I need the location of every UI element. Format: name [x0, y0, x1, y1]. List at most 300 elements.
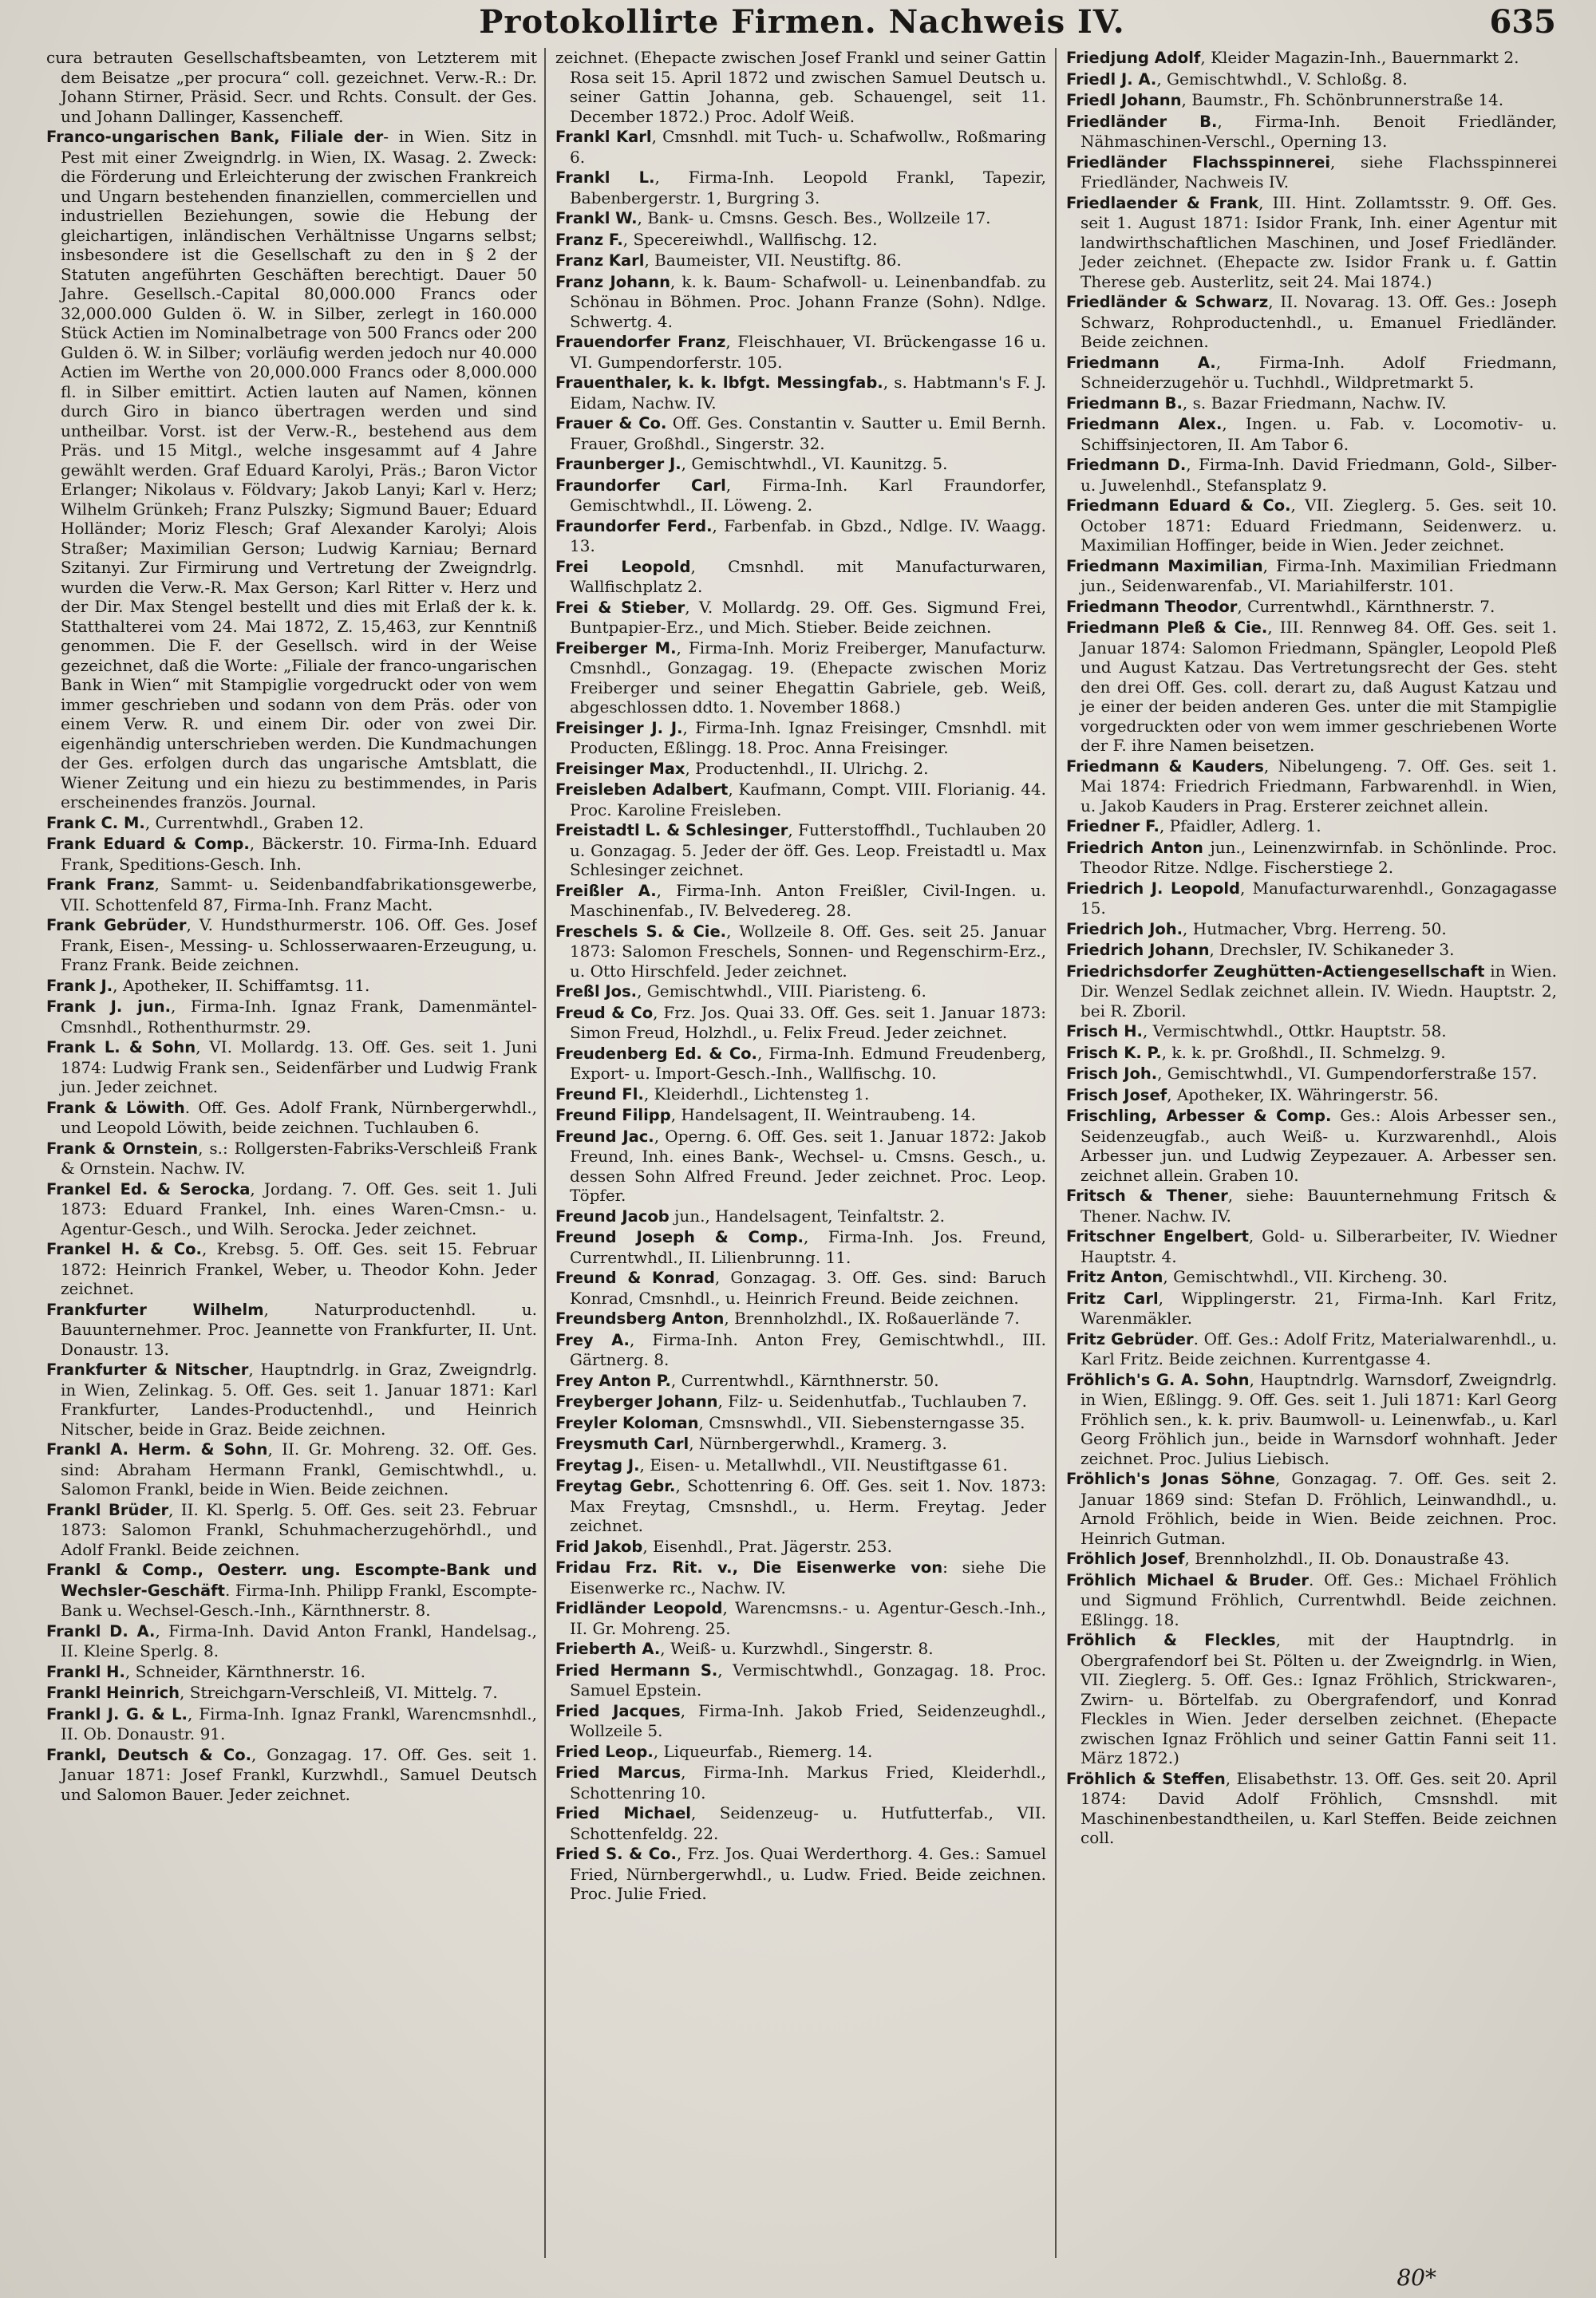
firm-entry	[555, 1127, 1046, 1206]
firm-details: , Firma-Inh. Anton Frey, Gemischtwhdl., III. Gärtnerg. 8.	[570, 1329, 1046, 1369]
firm-name: Frankl J. G. & L.	[46, 1704, 188, 1724]
signature-mark: 80*	[1396, 2264, 1436, 2291]
firm-details: , s. Bazar Friedmann, Nachw. IV.	[1182, 393, 1447, 413]
firm-entry	[46, 976, 537, 997]
column-1	[46, 48, 537, 2250]
firm-entry	[555, 1455, 1046, 1476]
firm-name: Fried Marcus	[555, 1763, 681, 1782]
firm-entry	[46, 813, 537, 834]
firm-entry	[555, 759, 1046, 780]
firm-name: Friedmann A.	[1066, 353, 1216, 372]
firm-details: , Ingen. u. Fab. v. Locomotiv- u. Schiffsinjectoren, II. Am Tabor 6.	[1080, 414, 1557, 454]
firm-name: Fritz Gebrüder	[1066, 1329, 1194, 1348]
firm-entry	[555, 922, 1046, 981]
firm-name: Freißler A.	[555, 881, 657, 900]
firm-entry	[1066, 48, 1557, 69]
firm-entry	[555, 1330, 1046, 1370]
firm-entry	[555, 413, 1046, 453]
firm-details: , Kleider Magazin-Inh., Bauernmarkt 2.	[1200, 48, 1519, 67]
firm-entry	[555, 1003, 1046, 1043]
firm-entry	[555, 1413, 1046, 1434]
firm-name: Frankel Ed. & Serocka	[46, 1179, 251, 1198]
firm-entry	[555, 981, 1046, 1002]
firm-entry	[46, 1360, 537, 1439]
firm-details: , Firma-Inh. Moriz Freiberger, Manufacturw. Cmsnhdl., Gonzagag. 19. (Ehepacte zwischen Moriz Freiberger und seiner Ehegattin Gabriele, geb. Weiß, abgeschlossen ddto. 1. November 1868.)	[570, 638, 1046, 717]
firm-name: Freytag J.	[555, 1455, 640, 1475]
firm-details: , Seidenzeug- u. Hutfutterfab., VII. Schottenfeldg. 22.	[570, 1803, 1046, 1843]
firm-name: Frankl H.	[46, 1662, 125, 1681]
firm-name: Friedländer Flachsspinnerei	[1066, 152, 1331, 172]
firm-details: , Frz. Jos. Quai 33. Off. Ges. seit 1. Januar 1873: Simon Freud, Holzhdl., u. Felix Freud. Jeder zeichnet.	[570, 1002, 1046, 1042]
firm-name: Frischling, Arbesser & Comp.	[1066, 1107, 1332, 1125]
firm-entry	[555, 208, 1046, 229]
firm-name: Friedrich Joh.	[1066, 919, 1183, 938]
firm-name: Fritz Carl	[1066, 1289, 1159, 1308]
firm-entry	[1066, 1226, 1557, 1266]
firm-details: , Nibelungeng. 7. Off. Ges. seit 1. Mai 1874: Friedrich Friedmann, Farbwarenhdl. in Wien, u. Jakob Kauders in Prag. Ersterer zeichnet allein.	[1080, 756, 1557, 815]
firm-name: Freund Fl.	[555, 1084, 644, 1104]
firm-entry	[555, 1763, 1046, 1802]
firm-entry	[46, 1560, 537, 1621]
firm-details: , Firma-Inh. Ignaz Frankl, Warencmsnhdl., II. Ob. Donaustr. 91.	[61, 1704, 537, 1743]
firm-details: , Firma-Inh. Markus Fried, Kleiderhdl., Schottenring 10.	[570, 1763, 1046, 1802]
firm-details: , Firma-Inh. Anton Freißler, Civil-Ingen. u. Maschinenfab., IV. Belvedereg. 28.	[570, 880, 1046, 920]
firm-entry	[1066, 1469, 1557, 1548]
firm-details: , Hauptndrlg. in Graz, Zweigndrlg. in Wien, Zelinkag. 5. Off. Ges. seit 1. Januar 1871: Karl Frankfurter, Landes-Productenhdl., und Heinrich Nitscher, beide in Graz. Beide zeichnen.	[61, 1360, 537, 1439]
firm-details: - in Wien. Sitz in Pest mit einer Zweigndrlg. in Wien, IX. Wasag. 2. Zweck: die Förderung und Erleichterung der zwischen Frankreich und Ungarn bestehenden finanziellen, commerciellen und industriellen Beziehungen, sowie die Hebung der gleichartigen, inländischen Verhältnisse Ungarns selbst; insbesondere ist die Gesellschaft zu den in § 2 der Statuten angeführten Geschäften berechtigt. Dauer 50 Jahre. Gesellsch.-Capital 80,000.000 Francs oder 32,000.000 Gulden ö. W. in Silber, zerlegt in 160.000 Stück Actien im Nominalbetrage von 500 Francs oder 200 Gulden ö. W. in Silber; vorläufig werden jedoch nur 40.000 Actien im Werthe von 20,000.000 Francs oder 8,000.000 fl. in Silber emittirt. Actien lauten auf Namen, können durch Giro in bianco übertragen werden und sind untheilbar. Vorst. ist der Verw.-R., bestehend aus dem Präs. und 15 Mitgl., welche insgesammt auf 4 Jahre gewählt werden. Graf Eduard Karolyi, Präs.; Baron Victor Erlanger; Nikolaus v. Földvary; Jakob Lanyi; Karl v. Herz; Wilhelm Grünkeh; Franz Pulszky; Sigmund Bauer; Eduard Holländer; Moriz Flesch; Graf Alexander Karolyi; Alois Straßer; Maximilian Gerson; Ludwig Karniau; Bernard Szitanyi. Zur Firmirung und Vertretung der Zweigndrlg. wurden die Verw.-R. Max Gerson; Karl Ritter v. Herz und der Dir. Max Stengel bestellt und dies mit Erlaß der k. k. Statthalterei vom 24. Mai 1872, Z. 15,463, zur Kenntniß genommen. Die F. der Gesellsch. wird in der Weise gezeichnet, daß die Worte: „Filiale der franco-ungarischen Bank in Wien“ mit Stampiglie vorgedruckt oder von wem immer geschrieben und sodann von dem Präs. oder von einem Verw. R. und einem Dir. oder von zwei Dir. eigenhändig unterschrieben werden. Die Kundmachungen der Ges. erfolgen durch das ungarische Amtsblatt, die Wiener Zeitung und ein hiezu zu bestimmendes, in Paris erscheinendes französ. Journal.	[61, 127, 537, 811]
firm-name: Friedländer & Schwarz	[1066, 293, 1269, 311]
firm-details: , Elisabethstr. 13. Off. Ges. seit 20. April 1874: David Adolf Fröhlich, Cmsnshdl. mit Maschinenbestandtheilen, u. Karl Steffen. Beide zeichnen coll.	[1080, 1768, 1557, 1847]
firm-name: Friedmann Pleß & Cie.	[1066, 618, 1268, 637]
firm-name: Frankl, Deutsch & Co.	[46, 1745, 252, 1764]
firm-entry	[555, 881, 1046, 921]
firm-name: Fröhlich Josef	[1066, 1550, 1185, 1568]
firm-name: Freund Joseph & Comp.	[555, 1228, 804, 1246]
firm-name: Friedrich Anton	[1066, 838, 1203, 857]
firm-details: , Bank- u. Cmsns. Gesch. Bes., Wollzeile 17.	[637, 208, 991, 227]
firm-name: Franz Johann	[555, 272, 670, 291]
firm-entry	[1066, 90, 1557, 111]
firm-details: , II. Novarag. 13. Off. Ges.: Joseph Schwarz, Rohproductenhdl., u. Emanuel Friedländer. Beide zeichnen.	[1080, 292, 1557, 351]
firm-details: , Drechsler, IV. Schikaneder 3.	[1209, 940, 1455, 959]
firm-entry	[1066, 556, 1557, 596]
firm-name: Freund Jacob	[555, 1206, 670, 1226]
firm-name: Fröhlich & Fleckles	[1066, 1631, 1276, 1649]
firm-name: Frankl Heinrich	[46, 1684, 180, 1702]
firm-entry	[555, 1639, 1046, 1660]
firm-entry	[555, 516, 1046, 556]
firm-name: Freudenberg Ed. & Co.	[555, 1044, 757, 1063]
firm-name: Friedjung Adolf	[1066, 49, 1201, 67]
firm-entry	[555, 454, 1046, 475]
firm-entry	[555, 1558, 1046, 1597]
firm-details: , Schneider, Kärnthnerstr. 16.	[124, 1661, 365, 1681]
firm-details: , Cmsnswhdl., VII. Siebensterngasse 35.	[698, 1412, 1025, 1432]
firm-details: , Fleischhauer, VI. Brückengasse 16 u. VI. Gumpendorferstr. 105.	[570, 332, 1046, 372]
firm-name: Fried Hermann S.	[555, 1660, 718, 1680]
firm-entry	[46, 1037, 537, 1097]
firm-entry	[1066, 961, 1557, 1021]
firm-entry	[555, 1227, 1046, 1267]
firm-details: , Gonzagag. 3. Off. Ges. sind: Baruch Konrad, Cmsnhdl., u. Heinrich Freund. Beide zeichnen.	[570, 1268, 1046, 1308]
firm-details: Off. Ges. Constantin v. Sautter u. Emil Bernh. Frauer, Großhdl., Singerstr. 32.	[570, 413, 1046, 453]
firm-details: , Firma-Inh. Benoit Friedländer, Nähmaschinen-Verschl., Operning 13.	[1080, 111, 1557, 151]
firm-details: , Eisen- u. Metallwhdl., VII. Neustiftgasse 61.	[639, 1455, 1008, 1475]
firm-details: , Jordang. 7. Off. Ges. seit 1. Juli 1873: Eduard Frankel, Inh. eines Waren-Cmsn.- u. Agentur-Gesch., und Wilh. Serocka. Jeder zeichnet.	[61, 1179, 537, 1238]
firm-name: Friedmann Alex.	[1066, 415, 1223, 433]
firm-name: Fraundorfer Ferd.	[555, 516, 713, 535]
firm-name: Friedl J. A.	[1066, 69, 1157, 89]
firm-details: in Wien. Dir. Wenzel Sedlak zeichnet allein. IV. Wiedn. Hauptstr. 2, bei R. Zboril.	[1080, 961, 1557, 1021]
firm-name: Fridländer Leopold	[555, 1599, 723, 1617]
firm-details: , III. Hint. Zollamtsstr. 9. Off. Ges. seit 1. August 1871: Isidor Frank, Inh. einer Agentur mit landwirthschaftlichen Maschinen, und Josef Friedländer. Jeder zeichnet. (Ehepacte zw. Isidor Frank u. f. Gattin Therese geb. Austerlitz, seit 24. Mai 1874.)	[1080, 192, 1557, 291]
firm-details: , Gold- u. Silberarbeiter, IV. Wiedner Hauptstr. 4.	[1080, 1226, 1557, 1266]
firm-entry	[555, 48, 1046, 126]
firm-entry	[46, 1704, 537, 1744]
firm-name: Friedländer B.	[1066, 112, 1218, 131]
firm-entry	[1066, 756, 1557, 816]
firm-details: , Pfaidler, Adlerg. 1.	[1159, 816, 1321, 835]
firm-name: Fritsch & Thener	[1066, 1187, 1228, 1205]
firm-entry	[1066, 816, 1557, 837]
firm-name: Frank Eduard & Comp.	[46, 835, 250, 853]
firm-details: , Filz- u. Seidenhutfab., Tuchlauben 7.	[717, 1392, 1028, 1411]
firm-entry	[46, 1179, 537, 1239]
firm-entry	[1066, 1064, 1557, 1084]
firm-name: Friedmann B.	[1066, 393, 1183, 413]
firm-name: Fröhlich Michael & Bruder	[1066, 1570, 1309, 1589]
firm-entry	[1066, 292, 1557, 352]
firm-entry	[555, 332, 1046, 372]
firm-details: , Hauptndrlg. Warnsdorf, Zweigndrlg. in Wien, Eßlingg. 9. Off. Ges. seit 1. Juli 1871: Karl Georg Fröhlich sen., k. k. priv. Baumwoll- u. Leinenwfab., u. Karl Georg Fröhlich jun., beide in Warnsdorf wohnhaft. Jeder zeichnet. Proc. Julius Liebisch.	[1080, 1369, 1557, 1468]
page-title: Protokollirte Firmen. Nachweis IV.	[479, 3, 1125, 41]
firm-details: , Futterstoffhdl., Tuchlauben 20 u. Gonzagag. 5. Jeder der öff. Ges. Leop. Freistadtl u. Max Schlesinger zeichnet.	[570, 820, 1046, 879]
firm-details: jun., Handelsagent, Teinfaltstr. 2.	[669, 1206, 946, 1226]
firm-details: . Off. Ges.: Adolf Fritz, Materialwarenhdl., u. Karl Fritz. Beide zeichnen. Kurrentgasse 4.	[1080, 1329, 1557, 1368]
firm-entry	[1066, 618, 1557, 756]
firm-name: Franz F.	[555, 230, 623, 249]
firm-entry	[1066, 919, 1557, 940]
firm-entry	[1066, 353, 1557, 393]
firm-entry	[1066, 1106, 1557, 1185]
firm-details: , Firma-Inh. David Anton Frankl, Handelsag., II. Kleine Sperlg. 8.	[61, 1621, 537, 1660]
firm-name: Freund & Konrad	[555, 1269, 715, 1287]
firm-entry	[555, 1044, 1046, 1084]
firm-entry	[46, 127, 537, 812]
firm-entry	[1066, 1570, 1557, 1630]
firm-details: , Apotheker, IX. Währingerstr. 56.	[1167, 1084, 1439, 1104]
firm-details: , Operng. 6. Off. Ges. seit 1. Januar 1872: Jakob Freund, Inh. eines Bank-, Wechsel- u. Cmsns. Gesch., u. dessen Sohn Alfred Freund. Jeder zeichnet. Proc. Leop. Töpfer.	[570, 1126, 1046, 1205]
firm-details: , Gemischtwhdl., VII. Kircheng. 30.	[1163, 1267, 1448, 1286]
firm-details: , Firma-Inh. David Friedmann, Gold-, Silber- u. Juwelenhdl., Stefansplatz 9.	[1080, 455, 1557, 495]
firm-name: Frank Gebrüder	[46, 916, 187, 934]
firm-name: Frisch H.	[1066, 1022, 1143, 1040]
firm-name: Frankl Brüder	[46, 1500, 169, 1519]
firm-details: , Firma-Inh. Maximilian Friedmann jun., Seidenwarenfab., VI. Mariahilferstr. 101.	[1080, 555, 1557, 595]
firm-entry	[46, 1239, 537, 1299]
firm-name: Friedmann Eduard & Co.	[1066, 496, 1291, 515]
firm-entry	[555, 1844, 1046, 1904]
firm-name: Freyberger Johann	[555, 1392, 718, 1411]
firm-details: , Frz. Jos. Quai Werderthorg. 4. Ges.: Samuel Fried, Nürnbergerwhdl., u. Ludw. Fried. Beide zeichnen. Proc. Julie Fried.	[570, 1844, 1046, 1903]
firm-entry	[555, 780, 1046, 819]
firm-details: , Gemischtwhdl., VI. Kaunitzg. 5.	[681, 454, 948, 473]
firm-entry	[46, 875, 537, 914]
firm-name: Fritz Anton	[1066, 1268, 1163, 1286]
firm-name: Freysmuth Carl	[555, 1435, 689, 1453]
firm-name: Friedmann & Kauders	[1066, 756, 1264, 776]
firm-entry	[46, 1662, 537, 1683]
firm-details: , Currentwhdl., Kärnthnerstr. 7.	[1237, 596, 1495, 616]
firm-name: Frankl Karl	[555, 128, 652, 146]
firm-entry	[555, 230, 1046, 251]
firm-details: . Off. Ges.: Michael Fröhlich und Sigmund Fröhlich, Currentwhdl. Beide zeichnen. Eßlingg. 18.	[1080, 1570, 1557, 1629]
firm-name: Fried Michael	[555, 1804, 691, 1822]
column-2	[555, 48, 1046, 2250]
firm-details: , Firma-Inh. Ignaz Frank, Damenmäntel-Cmsnhdl., Rothenthurmstr. 29.	[61, 997, 537, 1036]
firm-entry	[46, 915, 537, 975]
firm-details: , Liqueurfab., Riemerg. 14.	[653, 1741, 873, 1761]
firm-details: , II. Gr. Mohreng. 32. Off. Ges. sind: Abraham Hermann Frankl, Gemischtwhdl., u. Salomon Frankl, beide in Wien. Beide zeichnen.	[61, 1439, 537, 1498]
firm-details: , II. Kl. Sperlg. 5. Off. Ges. seit 23. Februar 1873: Salomon Frankl, Schuhmacherzugehörhdl., und Adolf Frankl. Beide zeichnen.	[61, 1499, 537, 1559]
firm-details: . Off. Ges. Adolf Frank, Nürnbergerwhdl., und Leopold Löwith, beide zeichnen. Tuchlauben 6.	[61, 1097, 537, 1137]
firm-name: Freisleben Adalbert	[555, 780, 729, 799]
firm-details: , Kleiderhdl., Lichtensteg 1.	[643, 1084, 870, 1104]
firm-name: Freund Jac.	[555, 1127, 654, 1146]
firm-name: Frankl L.	[555, 168, 655, 187]
firm-details: , Cmsnhdl. mit Manufacturwaren, Wallfischplatz 2.	[570, 556, 1046, 596]
firm-details: , Gemischtwhdl., V. Schloßg. 8.	[1156, 69, 1408, 89]
firm-name: Freiberger M.	[555, 638, 677, 657]
firm-name: Frankfurter Wilhelm	[46, 1300, 264, 1319]
firm-name: Frankfurter & Nitscher	[46, 1360, 249, 1379]
firm-name: Frei & Stieber	[555, 598, 685, 617]
firm-entry	[1066, 1289, 1557, 1329]
firm-details: , Gemischtwhdl., VI. Gumpendorferstraße 157.	[1157, 1064, 1538, 1083]
firm-details: , k. k. Baum- Schafwoll- u. Leinenbandfab. zu Schönau in Böhmen. Proc. Johann Franze (Sohn). Ndlge. Schwertg. 4.	[570, 271, 1046, 331]
firm-name: Frauer & Co.	[555, 414, 667, 432]
firm-name: Fried S. & Co.	[555, 1845, 677, 1863]
firm-details: , Currentwhdl., Kärnthnerstr. 50.	[670, 1370, 939, 1390]
firm-details: , VII. Zieglerg. 5. Ges. seit 10. October 1871: Eduard Friedmann, Seidenwerz. u. Maximilian Hoffinger, beide in Wien. Jeder zeichnet.	[1080, 496, 1557, 555]
firm-details: , Krebsg. 5. Off. Ges. seit 15. Februar 1872: Heinrich Frankel, Weber, u. Theodor Kohn. Jeder zeichnet.	[61, 1239, 537, 1298]
firm-details: , Nürnbergerwhdl., Kramerg. 3.	[689, 1434, 947, 1453]
firm-entry	[46, 1745, 537, 1805]
firm-entry	[555, 718, 1046, 758]
firm-details: , III. Rennweg 84. Off. Ges. seit 1. Januar 1874: Salomon Friedmann, Spängler, Leopold Pleß und August Katzau. Das Vertretungsrecht der Ges. steht den drei Off. Ges. coll. derart zu, daß August Katzau und je einer der beiden anderen Ges. unter die mit Stampiglie vorgedruckten oder von wem immer geschriebenen Worte der F. ihre Namen beisetzen.	[1080, 618, 1557, 755]
firm-name: Friedmann Theodor	[1066, 597, 1238, 616]
firm-details: cura betrauten Gesellschaftsbeamten, von Letzterem mit dem Beisatze „per procura“ coll. gezeichnet. Verw.-R.: Dr. Johann Stirner, Präsid. Secr. und Rchts. Consult. der Ges. und Johann Dallinger, Kassencheff.	[46, 48, 537, 126]
firm-entry	[1066, 414, 1557, 454]
firm-name: Frauendorfer Franz	[555, 333, 726, 351]
firm-entry	[555, 1268, 1046, 1308]
firm-entry	[46, 1139, 537, 1179]
firm-details: , Baumeister, VII. Neustiftg. 86.	[644, 251, 902, 270]
firm-details: , Baumstr., Fh. Schönbrunnerstraße 14.	[1181, 90, 1504, 109]
firm-name: Freyler Koloman	[555, 1413, 699, 1432]
firm-details: , Handelsagent, II. Weintraubeng. 14.	[670, 1105, 976, 1124]
firm-entry	[1066, 1043, 1557, 1064]
firm-entry	[555, 168, 1046, 207]
firm-details: , Hutmacher, Vbrg. Herreng. 50.	[1183, 918, 1447, 938]
firm-entry	[1066, 393, 1557, 414]
firm-entry	[555, 272, 1046, 332]
firm-name: Friedrichsdorfer Zeughütten-Actiengesellschaft	[1066, 961, 1485, 981]
firm-name: Frei Leopold	[555, 557, 691, 576]
firm-name: Friedl Johann	[1066, 91, 1182, 109]
firm-name: Frankl D. A.	[46, 1621, 156, 1641]
firm-entry	[1066, 496, 1557, 555]
firm-details: , Kaufmann, Compt. VIII. Florianig. 44. Proc. Karoline Freisleben.	[570, 780, 1046, 819]
firm-name: Fried Jacques	[555, 1701, 681, 1720]
firm-name: Franco-ungarischen Bank, Filiale der	[46, 128, 384, 146]
firm-entry	[46, 834, 537, 874]
firm-name: Friedrich Johann	[1066, 941, 1210, 959]
firm-entry	[1066, 1186, 1557, 1226]
firm-entry	[1066, 1630, 1557, 1768]
firm-entry	[555, 251, 1046, 271]
firm-name: Freundsberg Anton	[555, 1309, 725, 1328]
firm-details: , Gonzagag. 17. Off. Ges. seit 1. Januar 1871: Josef Frankl, Kurzwhdl., Samuel Deutsch und Salomon Bauer. Jeder zeichnet.	[61, 1744, 537, 1804]
firm-name: Frey A.	[555, 1330, 630, 1349]
firm-entry	[46, 1621, 537, 1661]
firm-details: , Manufacturwarenhdl., Gonzagagasse 15.	[1080, 878, 1557, 918]
firm-name: Frisch Josef	[1066, 1085, 1167, 1104]
firm-entry	[1066, 152, 1557, 192]
firm-entry	[555, 1105, 1046, 1126]
firm-entry	[555, 373, 1046, 413]
firm-details: , Apotheker, II. Schiffamtsg. 11.	[113, 975, 370, 995]
firm-name: Frauenthaler, k. k. lbfgt. Messingfab.	[555, 373, 883, 392]
firm-entry	[555, 1742, 1046, 1763]
firm-details: , Productenhdl., II. Ulrichg. 2.	[685, 758, 929, 778]
firm-name: Friedner F.	[1066, 817, 1159, 835]
firm-entry	[555, 1660, 1046, 1700]
firm-entry	[46, 1683, 537, 1704]
firm-details: , mit der Hauptndrlg. in Obergrafendorf bei St. Pölten u. der Zweigndrlg. in Wien, VII. Zieglerg. 5. Off. Ges.: Ignaz Fröhlich, Strickwaren-, Zwirn- u. Börtelfab. zu Obergrafendorf, und Konrad Fleckles in Wien. Jeder derselben zeichnet. (Ehepacte zwischen Ignaz Fröhlich und seiner Gattin Fanni seit 11. März 1872.)	[1080, 1630, 1557, 1767]
firm-name: Friedrich J. Leopold	[1066, 879, 1241, 898]
firm-name: Frankl W.	[555, 209, 638, 227]
firm-entry	[555, 1371, 1046, 1392]
firm-details: , V. Hundsthurmerstr. 106. Off. Ges. Josef Frank, Eisen-, Messing- u. Schlosserwaaren-Erzeugung, u. Franz Frank. Beide zeichnen.	[61, 915, 537, 974]
firm-name: Fraundorfer Carl	[555, 476, 726, 495]
firm-details: jun., Leinenzwirnfab. in Schönlinde. Proc. Theodor Ritze. Ndlge. Fischerstiege 2.	[1080, 837, 1557, 877]
firm-details: , Gemischtwhdl., VIII. Piaristeng. 6.	[637, 981, 926, 1001]
columns	[46, 48, 1562, 2250]
firm-details: , Streichgarn-Verschleiß, VI. Mittelg. 7.	[180, 1683, 498, 1702]
firm-details: , Vermischtwhdl., Ottkr. Hauptstr. 58.	[1142, 1021, 1447, 1040]
firm-entry	[46, 1439, 537, 1499]
firm-details: , Schottenring 6. Off. Ges. seit 1. Nov. 1873: Max Freytag, Cmsnshdl., u. Herm. Freytag. Jeder zeichnet.	[570, 1476, 1046, 1535]
firm-entry	[555, 1309, 1046, 1329]
page-header	[48, 3, 1556, 43]
firm-entry	[555, 820, 1046, 880]
firm-details: , siehe Flachsspinnerei Friedländer, Nachweis IV.	[1080, 152, 1557, 192]
firm-details: , Brennholzhdl., II. Ob. Donaustraße 43.	[1184, 1549, 1510, 1568]
firm-name: Fritschner Engelbert	[1066, 1227, 1249, 1246]
firm-entry	[46, 1500, 537, 1560]
firm-name: Frankl & Comp., Oesterr. ung. Escompte-Bank und Wechsler-Geschäft	[46, 1561, 537, 1600]
firm-name: Frank C. M.	[46, 813, 145, 832]
firm-details: : siehe Die Eisenwerke rc., Nachw. IV.	[570, 1558, 1046, 1597]
firm-entry	[1066, 1021, 1557, 1042]
firm-name: Frankel H. & Co.	[46, 1240, 202, 1258]
firm-details: , Currentwhdl., Graben 12.	[144, 812, 365, 832]
firm-name: Frankl A. Herm. & Sohn	[46, 1440, 268, 1459]
firm-details: , Cmsnhdl. mit Tuch- u. Schafwollw., Roßmaring 6.	[570, 127, 1046, 167]
firm-details: , Vermischtwhdl., Gonzagag. 18. Proc. Samuel Epstein.	[570, 1660, 1046, 1700]
firm-entry	[46, 997, 537, 1036]
firm-name: Franz Karl	[555, 251, 645, 270]
firm-entry	[555, 1803, 1046, 1843]
firm-entry	[46, 1098, 537, 1138]
firm-name: Frey Anton P.	[555, 1371, 671, 1390]
firm-entry	[555, 1392, 1046, 1412]
firm-entry	[1066, 1267, 1557, 1288]
firm-name: Frieberth A.	[555, 1640, 661, 1658]
firm-entry	[555, 638, 1046, 717]
firm-name: Frank L. & Sohn	[46, 1038, 196, 1056]
firm-name: Friedmann D.	[1066, 456, 1187, 474]
firm-entry	[555, 557, 1046, 597]
firm-details: , Firma-Inh. Edmund Freudenberg, Export- u. Import-Gesch.-Inh., Wallfischg. 10.	[570, 1043, 1046, 1083]
firm-name: Freisinger J. J.	[555, 718, 683, 737]
firm-details: , k. k. pr. Großhdl., II. Schmelzg. 9.	[1161, 1042, 1446, 1062]
firm-details: , V. Mollardg. 29. Off. Ges. Sigmund Frei, Buntpapier-Erz., und Mich. Stieber. Beide zeichnen.	[570, 597, 1046, 637]
firm-entry	[1066, 1370, 1557, 1469]
firm-name: Frank & Löwith	[46, 1098, 185, 1117]
firm-details: , Firma-Inh. Ignaz Freisinger, Cmsnhdl. mit Producten, Eßlingg. 18. Proc. Anna Freisinger.	[570, 717, 1046, 757]
firm-details: , Brennholzhdl., IX. Roßauerlände 7.	[724, 1309, 1020, 1328]
firm-entry	[555, 1476, 1046, 1536]
firm-name: Frank J. jun.	[46, 997, 172, 1016]
firm-entry	[1066, 1085, 1557, 1106]
firm-details: , Specereiwhdl., Wallfischg. 12.	[622, 229, 878, 249]
firm-entry	[1066, 455, 1557, 495]
firm-details: , Firma-Inh. Jos. Freund, Currentwhdl., II. Lilienbrunng. 11.	[570, 1227, 1046, 1267]
firm-details: , siehe: Bauunternehmung Fritsch & Thener. Nachw. IV.	[1080, 1186, 1557, 1226]
firm-name: Frank Franz	[46, 875, 155, 894]
firm-details: , Wipplingerstr. 21, Firma-Inh. Karl Fritz, Warenmäkler.	[1080, 1288, 1557, 1328]
firm-details: , Firma-Inh. Karl Fraundorfer, Gemischtwhdl., II. Löweng. 2.	[570, 475, 1046, 515]
firm-details: , Naturproductenhdl. u. Bauunternehmer. Proc. Jeannette von Frankfurter, II. Unt. Donaustr. 13.	[61, 1299, 537, 1359]
firm-entry	[1066, 1329, 1557, 1369]
firm-name: Fröhlich's Jonas Söhne	[1066, 1470, 1275, 1488]
firm-entry	[46, 48, 537, 126]
firm-entry	[555, 1598, 1046, 1638]
firm-name: Freschels S. & Cie.	[555, 922, 727, 941]
column-3	[1066, 48, 1557, 2250]
firm-details: , Wollzeile 8. Off. Ges. seit 25. Januar 1873: Salomon Freschels, Sonnen- und Regenschirm-Erz., u. Otto Hirschfeld. Jeder zeichnet.	[570, 921, 1046, 981]
firm-details: , Farbenfab. in Gbzd., Ndlge. IV. Waagg. 13.	[570, 515, 1046, 555]
firm-name: Fraunberger J.	[555, 455, 681, 473]
firm-name: Fried Leop.	[555, 1742, 654, 1761]
firm-entry	[555, 1084, 1046, 1105]
firm-name: Friedmann Maximilian	[1066, 556, 1263, 575]
firm-entry	[1066, 879, 1557, 918]
firm-details: . Firma-Inh. Philipp Frankl, Escompte-Bank u. Wechsel-Gesch.-Inh., Kärnthnerstr. 8.	[61, 1580, 537, 1620]
firm-entry	[555, 476, 1046, 515]
firm-details: , VI. Mollardg. 13. Off. Ges. seit 1. Juni 1874: Ludwig Frank sen., Seidenfärber und Ludwig Frank jun. Jeder zeichnet.	[61, 1037, 537, 1096]
firm-details: , Gonzagag. 7. Off. Ges. seit 2. Januar 1869 sind: Stefan D. Fröhlich, Leinwandhdl., u. Arnold Fröhlich, beide in Wien. Beide zeichnen. Proc. Heinrich Gutman.	[1080, 1469, 1557, 1548]
firm-details: , Eisenhdl., Prat. Jägerstr. 253.	[642, 1536, 892, 1556]
firm-details: , Firma-Inh. Jakob Fried, Seidenzeughdl., Wollzeile 5.	[570, 1700, 1046, 1740]
firm-entry	[1066, 112, 1557, 152]
firm-name: Frank & Ornstein	[46, 1139, 199, 1158]
firm-details: , Firma-Inh. Adolf Friedmann, Schneiderzugehör u. Tuchhdl., Wildpretmarkt 5.	[1080, 352, 1557, 392]
firm-details: , Firma-Inh. Leopold Frankl, Tapezir, Babenbergerstr. 1, Burgring 3.	[570, 168, 1046, 207]
firm-name: Freßl Jos.	[555, 982, 638, 1001]
